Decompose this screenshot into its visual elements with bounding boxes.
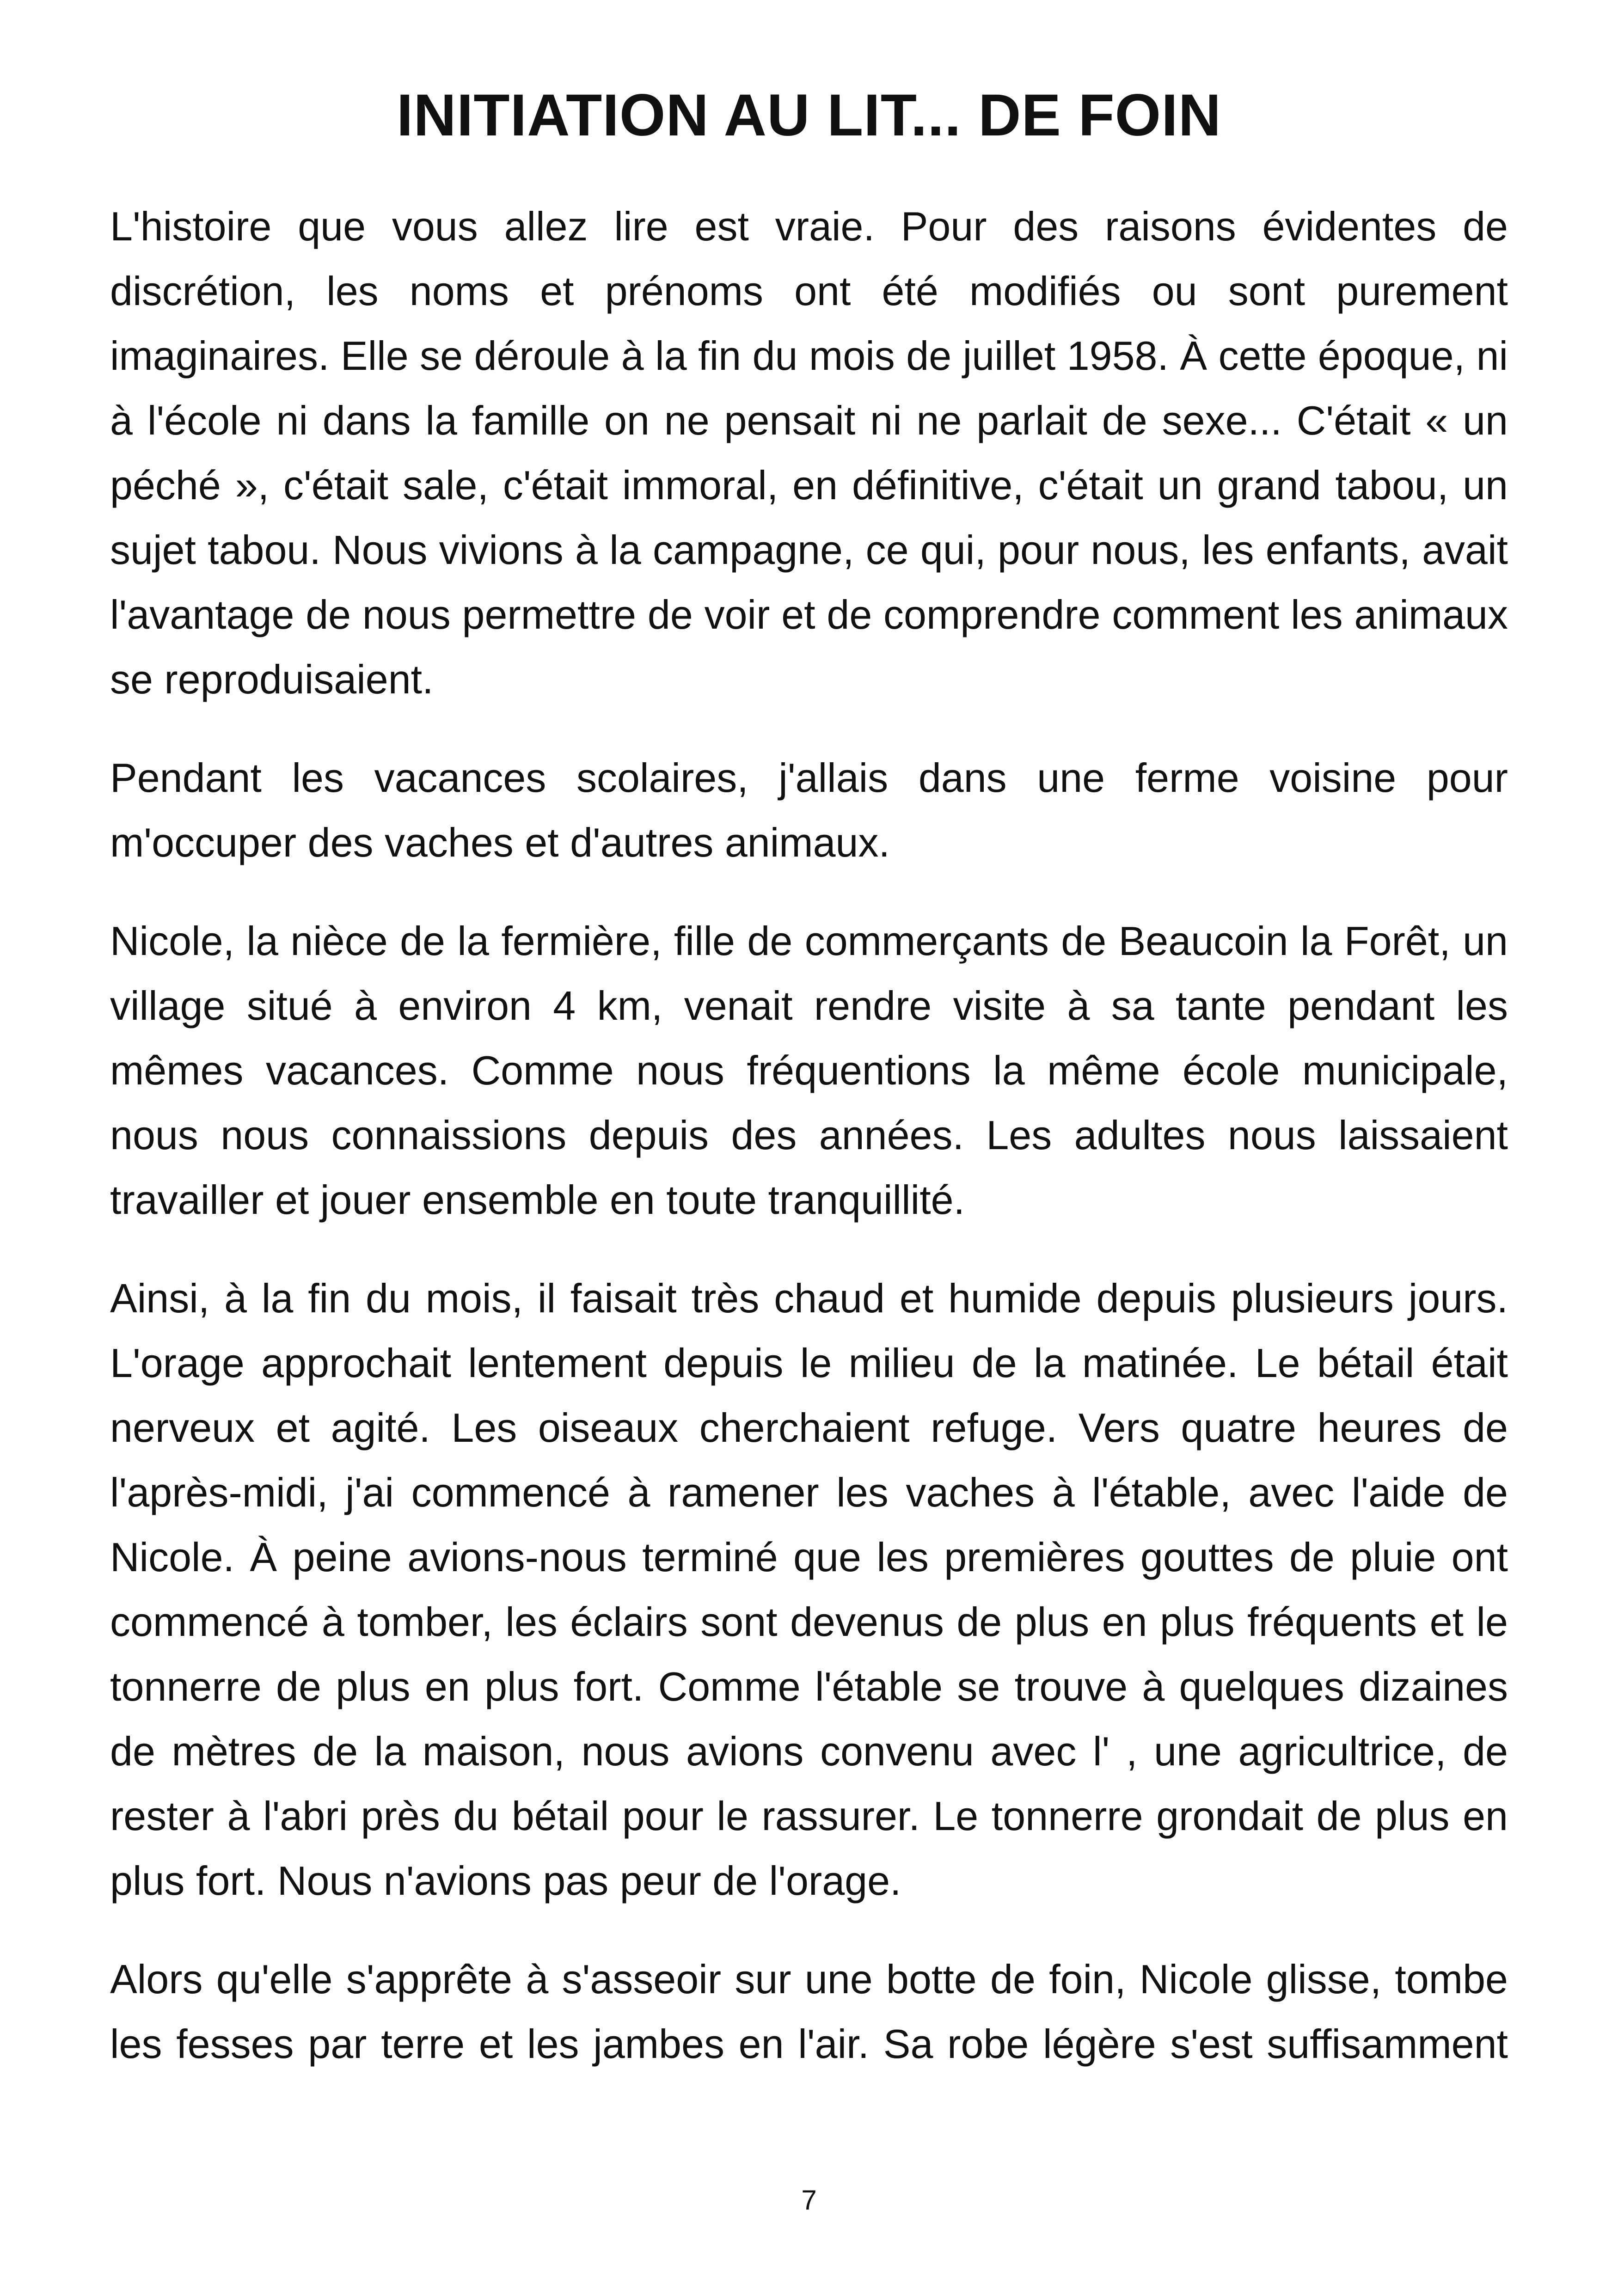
paragraph: Pendant les vacances scolaires, j'allais dans une ferme voisine pour m'occuper des vaches et d'autres animaux. <box>110 755 1508 865</box>
paragraph: Alors qu'elle s'apprête à s'asseoir sur une botte de foin, Nicole glisse, tombe les fesses par terre et les jambes en l'air. Sa robe légère s'est suffisamment <box>110 1956 1508 2067</box>
document-title: INITIATION AU LIT... DE FOIN <box>396 82 1222 148</box>
paragraph: Ainsi, à la fin du mois, il faisait très chaud et humide depuis plusieurs jours. L'orage approchait lentement depuis le milieu de la matinée. Le bétail était nerveux et agité. Les oiseaux cherchaient refuge. Vers quatre heures de l'après-midi, j'ai commencé à ramener les vaches à l'étable, avec l'aide de Nicole. À peine avions-nous terminé que les premières gouttes de pluie ont commencé à tomber, les éclairs sont devenus de plus en plus fréquents et le tonnerre de plus en plus fort. Comme l'étable se trouve à quelques dizaines de mètres de la maison, nous avions convenu avec l' , une agricultrice, de rester à l'abri près du bétail pour le rassurer. Le tonnerre grondait de plus en plus fort. Nous n'avions pas peur de l'orage. <box>110 1275 1508 1904</box>
document-body <box>110 194 1508 2076</box>
page-number: 7 <box>801 2185 817 2216</box>
paragraph: L'histoire que vous allez lire est vraie. Pour des raisons évidentes de discrétion, les noms et prénoms ont été modifiés ou sont purement imaginaires. Elle se déroule à la fin du mois de juillet 1958. À cette époque, ni à l'école ni dans la famille on ne pensait ni ne parlait de sexe... C'était « un péché », c'était sale, c'était immoral, en définitive, c'était un grand tabou, un sujet tabou. Nous vivions à la campagne, ce qui, pour nous, les enfants, avait l'avantage de nous permettre de voir et de comprendre comment les animaux se reproduisaient. <box>110 203 1508 702</box>
paragraph: Nicole, la nièce de la fermière, fille de commerçants de Beaucoin la Forêt, un village situé à environ 4 km, venait rendre visite à sa tante pendant les mêmes vacances. Comme nous fréquentions la même école municipale, nous nous connaissions depuis des années. Les adultes nous laissaient travailler et jouer ensemble en toute tranquillité. <box>110 918 1508 1223</box>
